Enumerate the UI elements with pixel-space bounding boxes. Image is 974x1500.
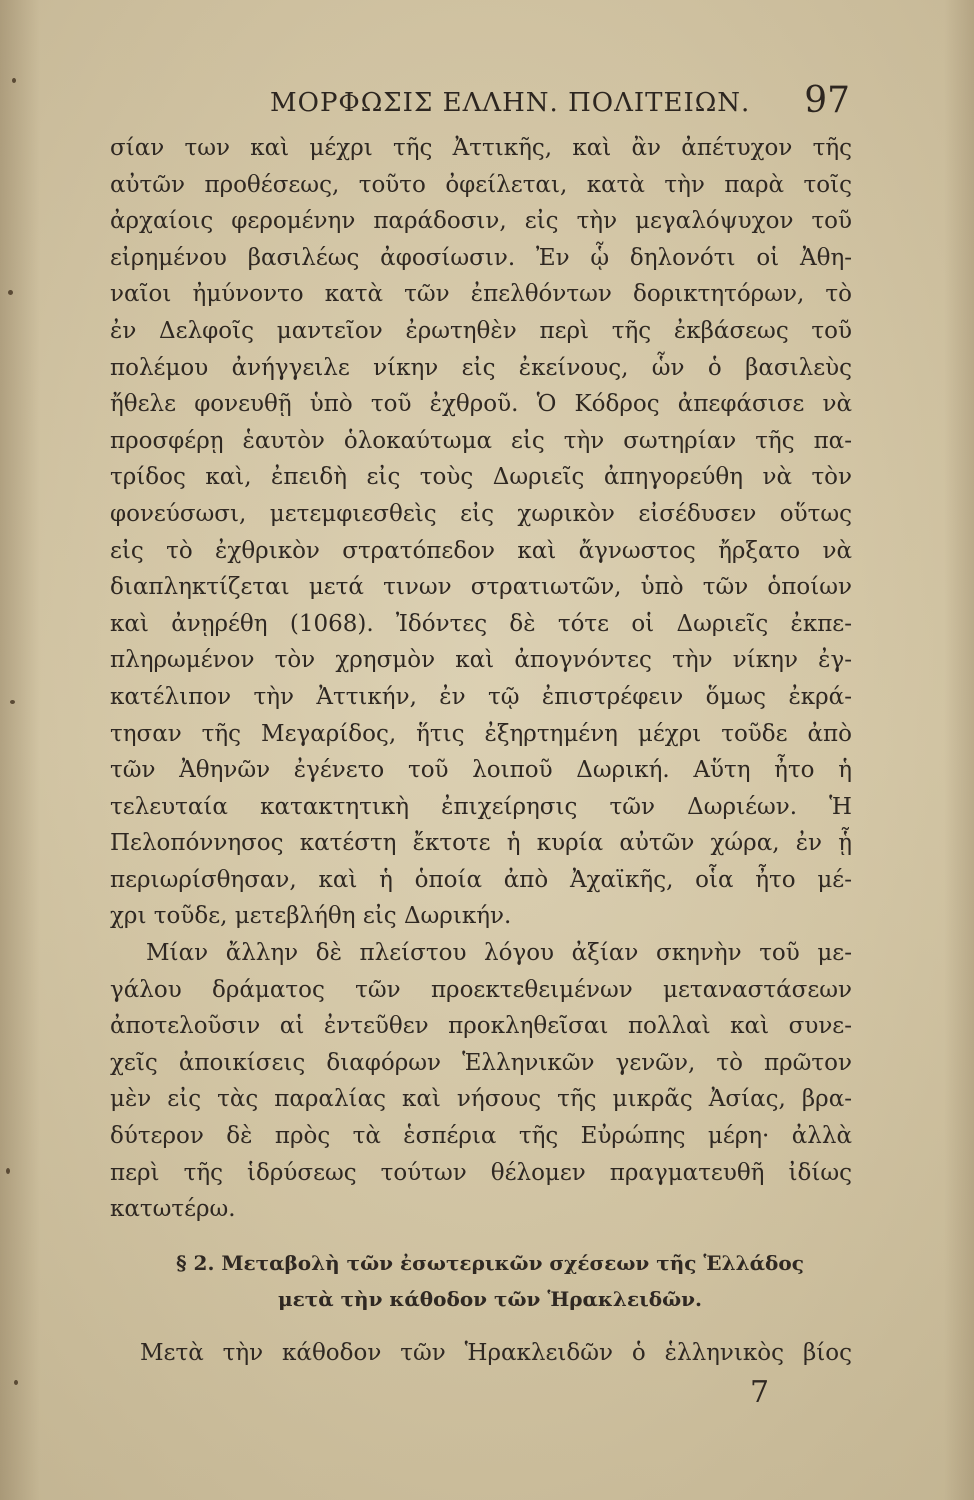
text-line: διαπληκτίζεται μετά τινων στρατιωτῶν, ὑπὸ τῶν ὁποίων	[110, 574, 852, 601]
text-line: δύτερον δὲ πρὸς τὰ ἑσπέρια τῆς Εὐρώπης μέρη· ἀλλὰ	[110, 1123, 852, 1150]
text-line: ἀρχαίοις φερομένην παράδοσιν, εἰς τὴν μεγαλόψυχον τοῦ	[110, 208, 852, 235]
text-line: χεῖς ἀποικίσεις διαφόρων Ἑλληνικῶν γενῶν, τὸ πρῶτον	[110, 1049, 852, 1076]
text-line: αὐτῶν προθέσεως, τοῦτο ὀφείλεται, κατὰ τὴν παρὰ τοῖς	[110, 171, 852, 198]
signature-mark: 7	[750, 1375, 770, 1410]
section-heading	[130, 1245, 850, 1317]
text-line: εἰρημένου βασιλέως ἀφοσίωσιν. Ἐν ᾧ δηλονότι οἱ Ἀθη-	[110, 244, 852, 271]
text-line: γάλου δράματος τῶν προεκτεθειμένων μεταναστάσεων	[110, 976, 852, 1003]
text-line: πληρωμένον τὸν χρησμὸν καὶ ἀπογνόντες τὴν νίκην ἐγ-	[110, 647, 852, 674]
text-line: σίαν των καὶ μέχρι τῆς Ἀττικῆς, καὶ ἂν ἀπέτυχον τῆς	[110, 135, 852, 161]
text-line: Πελοπόννησος κατέστη ἔκτοτε ἡ κυρία αὐτῶν χώρα, ἐν ᾗ	[110, 830, 852, 857]
text-line: τρίδος καὶ, ἐπειδὴ εἰς τοὺς Δωριεῖς ἀπηγορεύθη νὰ τὸν	[110, 464, 852, 491]
text-line: φονεύσωσι, μετεμφιεσθεὶς εἰς χωρικὸν εἰσέδυσεν οὕτως	[110, 500, 852, 527]
paragraph-first-line: Μίαν ἄλλην δὲ πλείστου λόγου ἀξίαν σκηνὴν τοῦ με-	[146, 940, 852, 967]
text-line: τησαν τῆς Μεγαρίδος, ἥτις ἐξηρτημένη μέχρι τοῦδε ἀπὸ	[110, 720, 852, 747]
paragraph-end-line: κατωτέρω.	[110, 1196, 236, 1223]
text-line: ἀποτελοῦσιν αἱ ἐντεῦθεν προκληθεῖσαι πολλαὶ καὶ συνε-	[110, 1013, 852, 1040]
text-line: εἰς τὸ ἐχθρικὸν στρατόπεδον καὶ ἄγνωστος ἤρξατο νὰ	[110, 537, 852, 564]
text-line: καὶ ἀνῃρέθη (1068). Ἰδόντες δὲ τότε οἱ Δωριεῖς ἐκπε-	[110, 610, 852, 637]
running-head	[110, 78, 850, 128]
page-number: 97	[804, 80, 850, 121]
text-line: περιωρίσθησαν, καὶ ἡ ὁποία ἀπὸ Ἀχαϊκῆς, οἷα ἦτο μέ-	[110, 866, 852, 893]
text-line: τελευταία κατακτητικὴ ἐπιχείρησις τῶν Δωριέων. Ἡ	[110, 793, 852, 820]
page-edge-shadow	[944, 0, 974, 1500]
text-line: περὶ τῆς ἱδρύσεως τούτων θέλομεν πραγματευθῆ ἰδίως	[110, 1159, 852, 1186]
section-first-line: Μετὰ τὴν κάθοδον τῶν Ἡρακλειδῶν ὁ ἑλληνικὸς βίος	[140, 1340, 852, 1366]
section-heading-line: μετὰ τὴν κάθοδον τῶν Ἡρακλειδῶν.	[277, 1287, 702, 1311]
text-line: πολέμου ἀνήγγειλε νίκην εἰς ἐκείνους, ὧν ὁ βασιλεὺς	[110, 354, 852, 381]
text-line: προσφέρῃ ἑαυτὸν ὁλοκαύτωμα εἰς τὴν σωτηρίαν τῆς πα-	[110, 427, 852, 454]
section-heading-line: § 2. Μεταβολὴ τῶν ἐσωτερικῶν σχέσεων τῆς Ἑλλάδος	[176, 1251, 804, 1275]
text-line: μὲν εἰς τὰς παραλίας καὶ νήσους τῆς μικρᾶς Ἀσίας, βρα-	[110, 1086, 852, 1113]
paper-speck	[6, 1168, 10, 1174]
page-gutter-shadow	[0, 0, 40, 1500]
paper-speck	[8, 290, 13, 295]
body-text	[110, 130, 852, 1228]
text-line: ναῖοι ἠμύνοντο κατὰ τῶν ἐπελθόντων δορικτητόρων, τὸ	[110, 281, 852, 308]
paragraph-end-line: χρι τοῦδε, μετεβλήθη εἰς Δωρικήν.	[110, 903, 512, 930]
text-line: ἐν Δελφοῖς μαντεῖον ἐρωτηθὲν περὶ τῆς ἐκβάσεως τοῦ	[110, 317, 852, 344]
paper-speck	[14, 1380, 18, 1385]
text-line: τῶν Ἀθηνῶν ἐγένετο τοῦ λοιποῦ Δωρική. Αὕτη ἦτο ἡ	[110, 757, 852, 784]
text-line: ἤθελε φονευθῇ ὑπὸ τοῦ ἐχθροῦ. Ὁ Κόδρος ἀπεφάσισε νὰ	[110, 391, 852, 418]
paper-speck	[12, 78, 16, 83]
running-title: ΜΟΡΦΩΣΙΣ ΕΛΛΗΝ. ΠΟΛΙΤΕΙΩΝ.	[270, 88, 751, 118]
paper-speck	[10, 700, 15, 704]
text-line: κατέλιπον τὴν Ἀττικήν, ἐν τῷ ἐπιστρέφειν ὅμως ἐκρά-	[110, 683, 852, 710]
